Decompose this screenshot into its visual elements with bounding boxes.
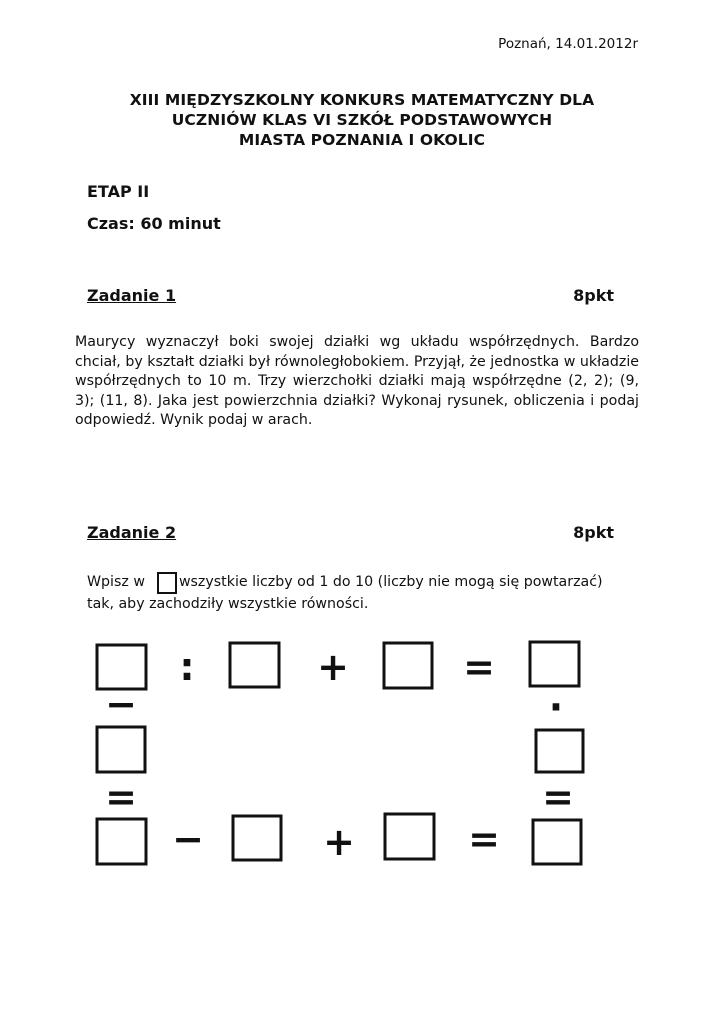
puzzle-box-r2-left[interactable] bbox=[97, 727, 145, 772]
task2-name: Zadanie 2 bbox=[87, 523, 177, 542]
op-r1-plus: + bbox=[317, 645, 349, 689]
inline-box-icon bbox=[157, 572, 177, 594]
time-label: Czas: 60 minut bbox=[87, 214, 221, 233]
task1-heading bbox=[87, 286, 614, 305]
title-line-1: XIII MIĘDZYSZKOLNY KONKURS MATEMATYCZNY DLA bbox=[129, 91, 595, 109]
task2-heading bbox=[87, 523, 614, 542]
puzzle-box-r3-c1[interactable] bbox=[97, 819, 146, 864]
op-r3-plus: + bbox=[323, 820, 355, 864]
task1-name: Zadanie 1 bbox=[87, 286, 177, 305]
stage-label: ETAP II bbox=[87, 182, 150, 201]
task2-text-before: Wpisz w bbox=[87, 574, 145, 590]
puzzle-box-r3-c3[interactable] bbox=[385, 814, 434, 859]
contest-title bbox=[0, 90, 724, 150]
puzzle-box-r3-c4[interactable] bbox=[533, 820, 581, 864]
op-r1-equals: = bbox=[463, 645, 495, 689]
puzzle-box-r1-c3[interactable] bbox=[384, 643, 432, 688]
op-left-minus: − bbox=[105, 682, 137, 726]
puzzle-box-r2-right[interactable] bbox=[536, 730, 583, 772]
title-line-3: MIASTA POZNANIA I OKOLIC bbox=[238, 131, 486, 149]
op-r3-equals: = bbox=[468, 817, 500, 861]
op-right-equals: = bbox=[542, 775, 574, 819]
task1-text: Maurycy wyznaczył boki swojej działki wg układu współrzędnych. Bardzo chciał, by kształt działki był równoległobokiem. Przyjął, że jednostka w układzie współrzędnych to 10 m. Trzy wierzchołki działki mają współrzędne (2, 2); (9, 3); (11, 8). Jaka jest powierzchnia działki? Wykonaj rysunek, obliczenia i podaj odpowiedź. Wynik podaj w arach. bbox=[75, 334, 639, 428]
equation-puzzle bbox=[0, 630, 724, 880]
puzzle-box-r1-c4[interactable] bbox=[530, 642, 579, 686]
puzzle-box-r1-c2[interactable] bbox=[230, 643, 279, 687]
title-line-2: UCZNIÓW KLAS VI SZKÓŁ PODSTAWOWYCH bbox=[171, 111, 553, 129]
task2-text bbox=[87, 572, 627, 614]
task1-points: 8pkt bbox=[573, 286, 614, 305]
op-r1-divide: : bbox=[179, 645, 195, 689]
op-left-equals: = bbox=[105, 775, 137, 819]
op-r3-minus: − bbox=[172, 817, 204, 861]
task2-text-after: wszystkie liczby od 1 do 10 (liczby nie mogą się powtarzać) tak, aby zachodziły wszystkie równości. bbox=[87, 574, 603, 612]
op-right-multiply: · bbox=[548, 685, 564, 729]
task2-points: 8pkt bbox=[573, 523, 614, 542]
date-line: Poznań, 14.01.2012r bbox=[498, 36, 638, 52]
puzzle-box-r3-c2[interactable] bbox=[233, 816, 281, 860]
